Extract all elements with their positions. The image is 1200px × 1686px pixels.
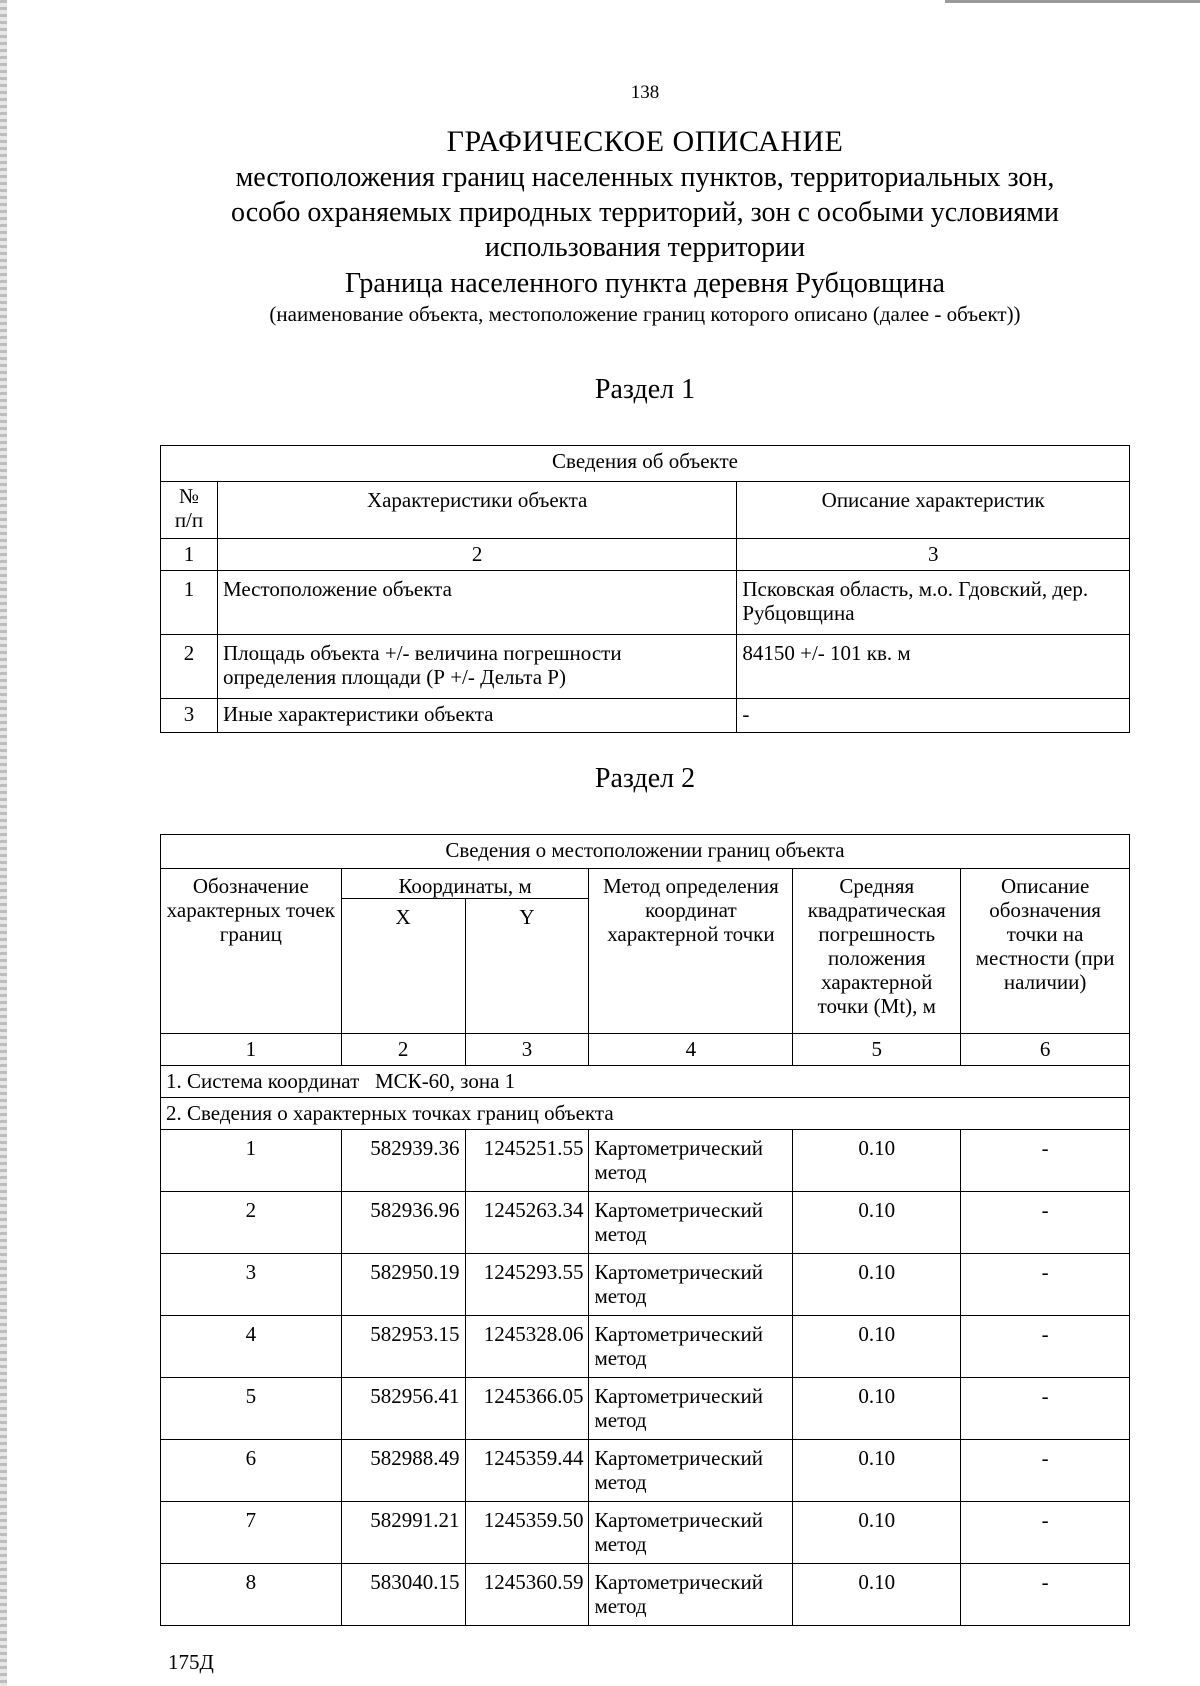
column-header-number bbox=[161, 482, 218, 539]
method-cell: Картометрический метод bbox=[589, 1192, 793, 1254]
point-description-cell: - bbox=[961, 1378, 1130, 1440]
coordinate-x: 582953.15 bbox=[341, 1316, 465, 1378]
object-info-caption: Сведения об объекте bbox=[161, 446, 1130, 482]
index-cell: 3 bbox=[465, 1034, 589, 1066]
table-row bbox=[161, 1378, 1130, 1440]
point-label: 8 bbox=[161, 1564, 342, 1626]
coordinate-y: 1245366.05 bbox=[465, 1378, 589, 1440]
index-cell: 5 bbox=[793, 1034, 961, 1066]
coordinate-y: 1245328.06 bbox=[465, 1316, 589, 1378]
point-description-cell: - bbox=[961, 1440, 1130, 1502]
coordinate-x: 583040.15 bbox=[341, 1564, 465, 1626]
characteristic-value: 84150 +/- 101 кв. м bbox=[737, 635, 1130, 699]
point-description-cell: - bbox=[961, 1502, 1130, 1564]
points-body bbox=[161, 1130, 1130, 1626]
column-header-characteristics: Характеристики объекта bbox=[217, 482, 736, 539]
coordinate-system-row: 1. Система координат МСК-60, зона 1 bbox=[161, 1066, 1130, 1098]
index-cell: 4 bbox=[589, 1034, 793, 1066]
points-heading-row: 2. Сведения о характерных точках границ объекта bbox=[161, 1098, 1130, 1130]
index-cell: 2 bbox=[217, 539, 736, 571]
characteristic-name: Площадь объекта +/- величина погрешности определения площади (Р +/- Дельта Р) bbox=[217, 635, 736, 699]
index-cell: 1 bbox=[161, 1034, 342, 1066]
characteristic-value: Псковская область, м.о. Гдовский, дер. Рубцовщина bbox=[737, 571, 1130, 635]
table-row bbox=[161, 1440, 1130, 1502]
characteristic-name: Иные характеристики объекта bbox=[217, 699, 736, 733]
error-cell: 0.10 bbox=[793, 1378, 961, 1440]
error-cell: 0.10 bbox=[793, 1254, 961, 1316]
table-row bbox=[161, 635, 1130, 699]
coordinate-y: 1245359.44 bbox=[465, 1440, 589, 1502]
point-description-cell: - bbox=[961, 1564, 1130, 1626]
point-label: 1 bbox=[161, 1130, 342, 1192]
document-subtitle-line-2: особо охраняемых природных территорий, зон с особыми условиями bbox=[231, 197, 1059, 228]
object-info-table bbox=[160, 445, 1130, 733]
point-description-cell: - bbox=[961, 1316, 1130, 1378]
index-cell: 1 bbox=[161, 539, 218, 571]
column-header-point-description: Описание обозначения точки на местности (при наличии) bbox=[961, 869, 1130, 1034]
coordinate-x: 582956.41 bbox=[341, 1378, 465, 1440]
section-1-title: Раздел 1 bbox=[594, 374, 696, 405]
point-label: 2 bbox=[161, 1192, 342, 1254]
boundary-table-caption: Сведения о местоположении границ объекта bbox=[161, 835, 1130, 869]
table-row bbox=[161, 1502, 1130, 1564]
table-row bbox=[161, 1254, 1130, 1316]
column-header-coordinates: Координаты, м bbox=[341, 869, 589, 899]
point-description-cell: - bbox=[961, 1130, 1130, 1192]
method-cell: Картометрический метод bbox=[589, 1130, 793, 1192]
index-cell: 3 bbox=[737, 539, 1130, 571]
method-cell: Картометрический метод bbox=[589, 1378, 793, 1440]
table-row bbox=[161, 1564, 1130, 1626]
error-cell: 0.10 bbox=[793, 1316, 961, 1378]
scan-top-edge bbox=[945, 0, 1200, 3]
footer-code: 175Д bbox=[168, 1650, 214, 1674]
coordinate-y: 1245263.34 bbox=[465, 1192, 589, 1254]
table-row bbox=[161, 571, 1130, 635]
column-header-description: Описание характеристик bbox=[737, 482, 1130, 539]
document-subtitle-line-1: местоположения границ населенных пунктов, территориальных зон, bbox=[235, 162, 1055, 193]
characteristic-name: Местоположение объекта bbox=[217, 571, 736, 635]
point-description-cell: - bbox=[961, 1254, 1130, 1316]
coordinate-x: 582988.49 bbox=[341, 1440, 465, 1502]
coordinate-x: 582936.96 bbox=[341, 1192, 465, 1254]
point-description-cell: - bbox=[961, 1192, 1130, 1254]
method-cell: Картометрический метод bbox=[589, 1254, 793, 1316]
row-number: 2 bbox=[161, 635, 218, 699]
method-cell: Картометрический метод bbox=[589, 1502, 793, 1564]
table-row bbox=[161, 699, 1130, 733]
row-number: 3 bbox=[161, 699, 218, 733]
index-cell: 2 bbox=[341, 1034, 465, 1066]
error-cell: 0.10 bbox=[793, 1130, 961, 1192]
scan-left-edge bbox=[0, 0, 7, 1686]
column-header-number-line-1: № bbox=[178, 484, 199, 508]
error-cell: 0.10 bbox=[793, 1192, 961, 1254]
section-2-title: Раздел 2 bbox=[594, 763, 696, 794]
method-cell: Картометрический метод bbox=[589, 1564, 793, 1626]
document-subtitle-line-3: использования территории bbox=[484, 232, 806, 263]
coordinate-y: 1245359.50 bbox=[465, 1502, 589, 1564]
coordinate-x: 582950.19 bbox=[341, 1254, 465, 1316]
object-name: Граница населенного пункта деревня Рубцовщина bbox=[344, 268, 945, 299]
error-cell: 0.10 bbox=[793, 1502, 961, 1564]
point-label: 7 bbox=[161, 1502, 342, 1564]
coordinate-y: 1245293.55 bbox=[465, 1254, 589, 1316]
document-title: ГРАФИЧЕСКОЕ ОПИСАНИЕ bbox=[446, 125, 844, 158]
column-header-point: Обозначение характерных точек границ bbox=[161, 869, 342, 1034]
index-cell: 6 bbox=[961, 1034, 1130, 1066]
table-row bbox=[161, 1192, 1130, 1254]
column-header-y: Y bbox=[465, 899, 589, 1034]
column-header-error: Средняя квадратическая погрешность положения характерной точки (Mt), м bbox=[793, 869, 961, 1034]
method-cell: Картометрический метод bbox=[589, 1316, 793, 1378]
point-label: 6 bbox=[161, 1440, 342, 1502]
column-header-number-line-2: п/п bbox=[174, 508, 204, 532]
characteristic-value: - bbox=[737, 699, 1130, 733]
coordinate-x: 582939.36 bbox=[341, 1130, 465, 1192]
coordinate-y: 1245251.55 bbox=[465, 1130, 589, 1192]
point-label: 4 bbox=[161, 1316, 342, 1378]
object-name-hint: (наименование объекта, местоположение границ которого описано (далее - объект)) bbox=[269, 302, 1021, 326]
boundary-points-table bbox=[160, 834, 1130, 1626]
coordinate-x: 582991.21 bbox=[341, 1502, 465, 1564]
error-cell: 0.10 bbox=[793, 1564, 961, 1626]
row-number: 1 bbox=[161, 571, 218, 635]
coordinate-y: 1245360.59 bbox=[465, 1564, 589, 1626]
table-row bbox=[161, 1316, 1130, 1378]
document-header bbox=[150, 124, 1140, 326]
table-row bbox=[161, 1130, 1130, 1192]
method-cell: Картометрический метод bbox=[589, 1440, 793, 1502]
point-label: 3 bbox=[161, 1254, 342, 1316]
column-header-x: X bbox=[341, 899, 465, 1034]
point-label: 5 bbox=[161, 1378, 342, 1440]
page-number: 138 bbox=[630, 82, 660, 103]
error-cell: 0.10 bbox=[793, 1440, 961, 1502]
column-header-method: Метод определения координат характерной точки bbox=[589, 869, 793, 1034]
